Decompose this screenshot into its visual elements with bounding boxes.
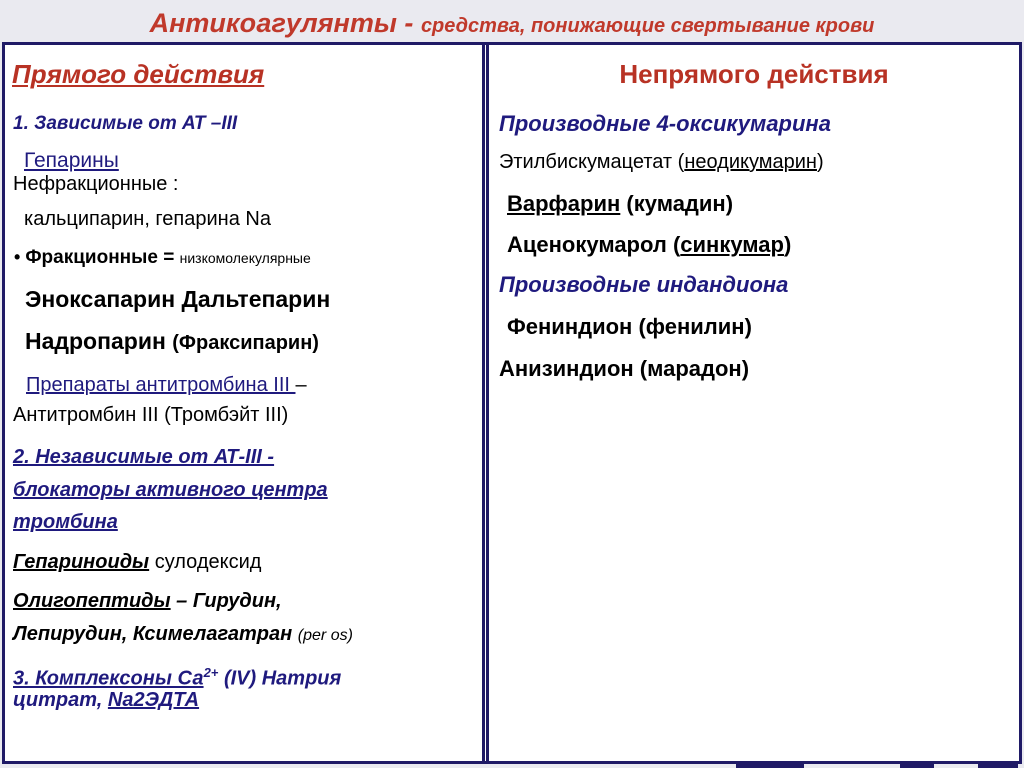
footer-block [736,764,804,768]
column-divider [482,45,489,761]
oxycoumarin-derivatives: Производные 4-оксикумарина [499,111,831,136]
oligopeptides-line2 [13,623,353,646]
paren: ) [783,232,792,257]
antithrombin-line: Антитромбин III (Тромбэйт III) [13,404,289,426]
per-os: (per os) [297,627,353,644]
unfractionated-list: кальципарин, гепарина Na [24,208,271,230]
antithrombin-prep: Препараты антитромбина III [26,374,296,396]
group3-line2 [13,689,199,712]
indirect-action-header: Непрямого действия [619,59,889,89]
hirudin: – Гирудин, [170,590,282,612]
footer-block [978,764,1018,768]
group3-superscript: 2+ [203,665,219,680]
heparinoids-line [13,551,261,574]
fractionated-note: низкомолекулярные [179,250,311,266]
content-table [2,42,1022,764]
direct-action-column [5,45,483,761]
group1-title: 1. Зависимые от АТ –III [13,113,238,134]
acenocoumarol: Аценокумарол ( [507,232,681,257]
indirect-action-column [489,45,1019,761]
footer-bar [0,764,1024,768]
neodicoumarin: неодикумарин [684,151,817,173]
warfarin: Варфарин [507,191,621,216]
paren: ) [816,151,824,173]
nadroparin: Надропарин [25,328,166,354]
coumadin: (кумадин) [620,191,734,216]
acenocoumarol-line [507,232,791,258]
indandione-derivatives: Производные индандиона [499,272,789,297]
title-subtitle: средства, понижающие свертывание крови [420,15,875,37]
phenindione: Фениндион (фенилин) [507,314,752,339]
group2-line1: 2. Независимые от АТ-III - [13,446,275,468]
heparins-label: Гепарины [24,149,119,172]
fractionated-label: Фракционные = [25,247,180,268]
citrate: цитрат, [13,689,108,711]
dalteparin: Дальтепарин [181,286,331,312]
heparinoids: Гепариноиды [13,551,150,573]
enoxaparin: Эноксапарин [25,286,176,312]
fraxiparin: (Фраксипарин) [172,332,319,354]
unfractionated-label: Нефракционные : [13,173,179,195]
enoxaparin-line [25,286,330,313]
group3-complexones: 3. Комплексоны Са [13,667,204,690]
group2-line3: тромбина [13,511,118,533]
direct-action-header: Прямого действия [12,59,265,89]
sinkumar: синкумар [680,232,784,257]
oligopeptides: Олигопептиды [13,590,171,612]
bullet: • [14,247,21,267]
fractionated-line [14,247,311,269]
warfarin-line [507,191,733,217]
group3-sodium: (IV) Натрия [218,667,342,690]
nadroparin-line [25,328,319,355]
ethylbiscoumacetate: Этилбискумацетат ( [499,151,685,173]
ethylbiscoumacetate-line [499,151,824,174]
group3-line1 [13,665,341,691]
page-title [0,8,1024,39]
group2-line2: блокаторы активного центра [13,479,328,501]
footer-block [900,764,934,768]
sulodexide: сулодексид [154,551,262,573]
lepirudin-ximelagatran: Лепирудин, Ксимелагатран [13,623,298,645]
antithrombin-prep-line [26,374,307,397]
antithrombin-dash: – [295,374,307,396]
title-main: Антикоагулянты - [149,8,421,38]
oligopeptides-line [13,590,282,613]
anisindione: Анизиндион (марадон) [499,356,750,381]
na2edta: Na2ЭДТА [107,689,200,711]
